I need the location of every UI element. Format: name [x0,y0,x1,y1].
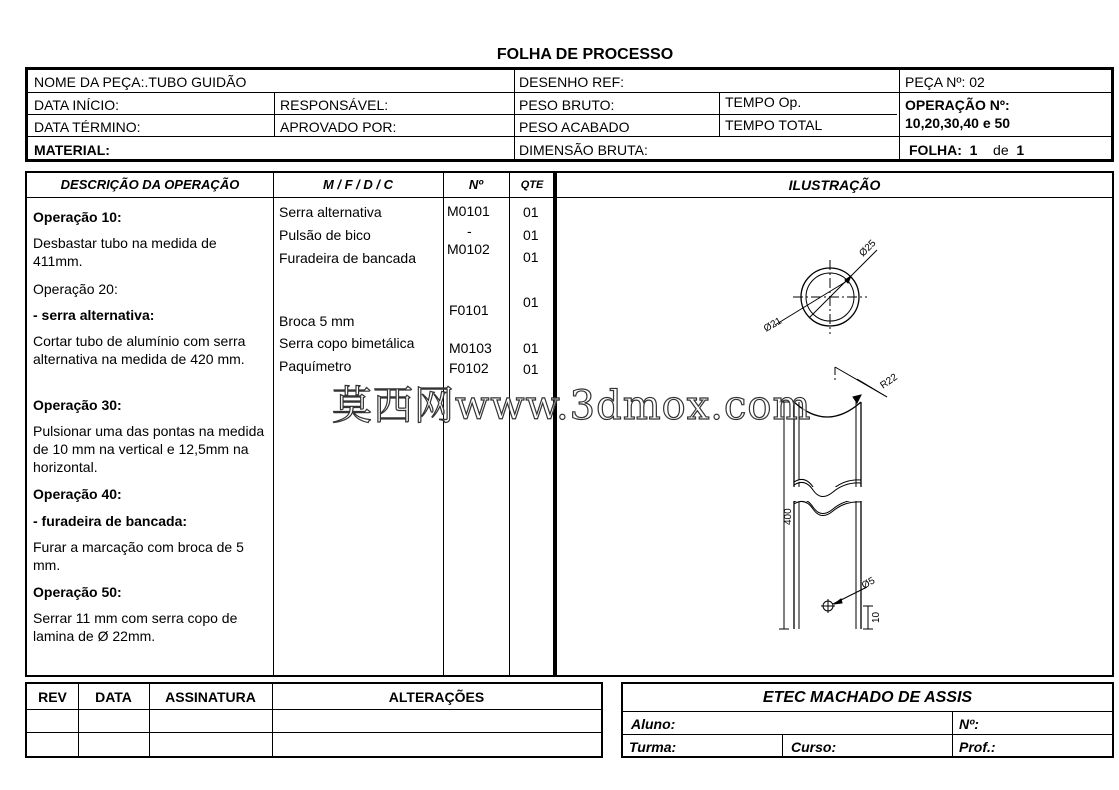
col-illustration-header: ILUSTRAÇÃO [788,177,881,193]
machine-item: Serra copo bimetálica [279,335,415,351]
code-item: M0103 [449,340,492,356]
op-50-title: Operação 50: [33,584,122,600]
col-mfdc-header: M / F / D / C [322,177,394,192]
rev-header: REV [38,689,67,705]
part-name: NOME DA PEÇA:.TUBO GUIDÃO [34,74,247,90]
changes-header: ALTERAÇÕES [388,689,485,705]
op-20-title: Operação 20: [33,281,118,297]
sheet-total: 1 [1016,142,1025,158]
responsible: RESPONSÁVEL: [280,97,389,113]
tube-drawing [557,197,1112,677]
part-number: PEÇA Nº: 02 [905,74,985,90]
op-30-title: Operação 30: [33,397,122,413]
dim-d21: Ø21 [762,315,784,335]
machine-item: Furadeira de bancada [279,250,416,266]
dim-10: 10 [871,611,882,623]
qty-item: 01 [523,227,539,243]
op-time: TEMPO Op. [725,94,802,110]
date-header: DATA [95,689,132,705]
machine-item: Broca 5 mm [279,313,355,329]
sheet-label-text: FOLHA: [909,142,962,158]
op-50-text: Serrar 11 mm com serra copo de lamina de Ø 22mm. [33,610,238,644]
code-item: - [467,223,472,239]
start-date: DATA INÍCIO: [34,97,120,113]
code-item: M0102 [447,241,490,257]
code-item: M0101 [447,203,490,219]
col-number-header: Nº [468,177,484,192]
sheet-number: 1 [969,142,978,158]
col-description-header: DESCRIÇÃO DA OPERAÇÃO [60,177,240,192]
qty-item: 01 [523,361,539,377]
op-30-text: Pulsionar uma das pontas na medida de 10 mm na vertical e 12,5mm na horizontal. [33,423,265,475]
dim-d25: Ø25 [857,237,879,260]
sheet-label [909,142,1024,158]
machine-item: Pulsão de bico [279,227,371,243]
end-date: DATA TÉRMINO: [34,119,141,135]
op-40-machine: - furadeira de bancada: [33,513,188,529]
op-10-title: Operação 10: [33,209,122,225]
raw-dimension: DIMENSÃO BRUTA: [519,142,648,158]
page-title: FOLHA DE PROCESSO [496,46,674,63]
revision-table [25,682,603,758]
op-20-machine: - serra alternativa: [33,307,155,323]
op-10-text: Desbastar tubo na medida de 411mm. [33,235,217,269]
class-label: Turma: [629,739,677,755]
qty-item: 01 [523,249,539,265]
drawing-ref: DESENHO REF: [519,74,625,90]
watermark: 莫西网www.3dmox.com [332,383,812,429]
op-20-text: Cortar tubo de alumínio com serra alternativa na medida de 420 mm. [33,333,246,367]
signature-header: ASSINATURA [165,689,256,705]
course-label: Curso: [791,739,837,755]
col-qty-header: QTE [520,179,544,191]
gross-weight: PESO BRUTO: [519,97,615,113]
approved-by: APROVADO POR: [280,119,397,135]
op-40-text: Furar a marcação com broca de 5 mm. [33,539,244,573]
school-name: ETEC MACHADO DE ASSIS [762,689,973,706]
qty-item: 01 [523,204,539,220]
number-label: Nº: [959,716,979,732]
teacher-label: Prof.: [959,739,996,755]
dim-400: 400 [783,508,794,525]
code-item: F0102 [449,360,489,376]
dim-d5: Ø5 [860,575,878,592]
finished-weight: PESO ACABADO [519,119,630,135]
operation-number-label: OPERAÇÃO Nº: [905,97,1010,113]
code-item: F0101 [449,302,489,318]
total-time: TEMPO TOTAL [725,117,823,133]
machine-item: Paquímetro [279,358,352,374]
material: MATERIAL: [34,142,110,158]
header-block [25,67,1114,162]
school-block [621,682,1114,758]
operation-numbers: 10,20,30,40 e 50 [905,115,1011,131]
machine-item: Serra alternativa [279,204,382,220]
dim-r22: R22 [878,371,900,392]
student-label: Aluno: [631,716,676,732]
qty-item: 01 [523,294,539,310]
qty-item: 01 [523,340,539,356]
op-40-title: Operação 40: [33,486,122,502]
sheet-of: de [993,142,1009,158]
